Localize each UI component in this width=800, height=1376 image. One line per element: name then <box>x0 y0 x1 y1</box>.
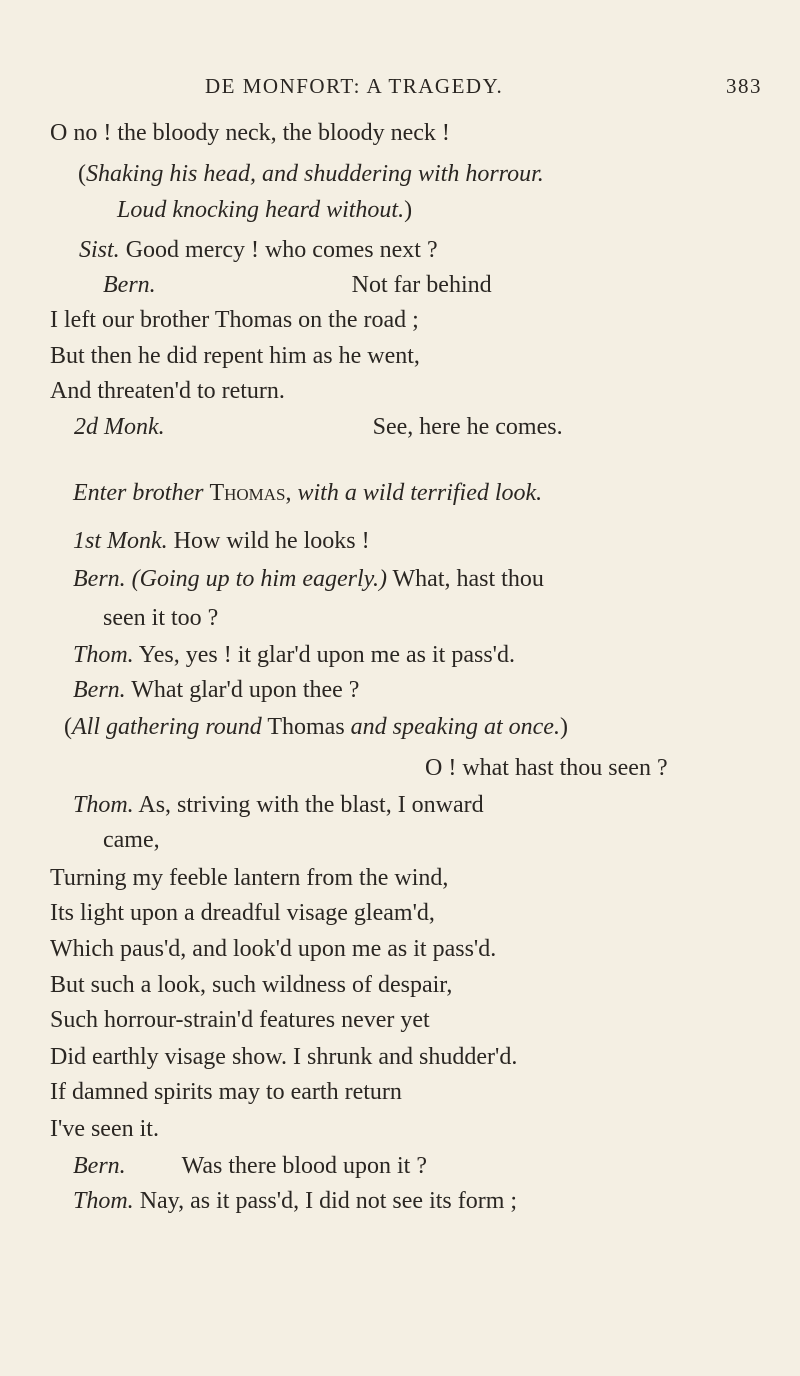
text-line <box>50 970 452 1000</box>
running-header <box>0 74 800 104</box>
text-run: But then he did repent him as he went, <box>50 343 420 369</box>
small-caps-name: Thomas <box>209 480 286 506</box>
text-line <box>73 1186 517 1216</box>
text-run: Such horrour-strain'd features never yet <box>50 1007 430 1033</box>
text-line <box>50 376 285 406</box>
text-line <box>50 118 450 148</box>
text-run: Was there blood upon it ? <box>181 1153 427 1179</box>
italic-text: with a wild terrified look. <box>297 480 543 506</box>
text-line <box>50 1005 430 1035</box>
text-line <box>64 712 568 742</box>
text-run: Which paus'd, and look'd upon me as it pass'd. <box>50 936 497 962</box>
text-line <box>74 412 563 442</box>
text-line <box>50 863 448 893</box>
italic-text: Loud knocking heard without. <box>117 197 405 223</box>
text-run: ) <box>559 714 568 740</box>
italic-text: Thom. <box>73 792 134 818</box>
text-run: If damned spirits may to earth return <box>50 1079 402 1105</box>
italic-text: Enter brother <box>73 480 210 506</box>
text-run: ( <box>78 161 86 187</box>
text-line <box>73 1151 427 1181</box>
italic-text: Bern. <box>73 1153 126 1179</box>
text-line <box>73 675 359 705</box>
text-line <box>73 790 484 820</box>
text-line <box>103 825 160 855</box>
text-line <box>50 898 435 928</box>
text-line <box>73 478 542 508</box>
text-line <box>117 195 412 225</box>
text-run: Nay, as it pass'd, I did not see its form ; <box>133 1188 518 1214</box>
text-line <box>425 753 668 783</box>
italic-text: Thom. <box>73 1188 134 1214</box>
italic-text: All gathering round <box>72 714 262 740</box>
running-title: DE MONFORT: A TRAGEDY. <box>205 74 504 98</box>
text-line <box>73 526 370 556</box>
italic-text: Bern. (Going up to him eagerly.) <box>73 566 387 592</box>
text-run: came, <box>103 827 160 853</box>
italic-text: Bern. <box>103 272 156 298</box>
italic-text: Bern. <box>73 677 126 703</box>
text-run: I've seen it. <box>50 1116 159 1142</box>
text-run: Turning my feeble lantern from the wind, <box>50 865 449 891</box>
text-run: ( <box>64 714 72 740</box>
text-run: Good mercy ! who comes next ? <box>119 237 438 263</box>
text-run: ) <box>404 197 413 223</box>
text-line <box>50 1077 402 1107</box>
text-run: , <box>285 480 298 506</box>
text-run: How wild he looks ! <box>167 528 370 554</box>
text-line <box>103 603 218 633</box>
text-run: O ! what hast thou seen ? <box>425 755 668 781</box>
text-run: I left our brother Thomas on the road ; <box>50 307 419 333</box>
text-line <box>50 1114 159 1144</box>
text-run: Thomas <box>261 714 351 740</box>
italic-text: Shaking his head, and shuddering with horrour. <box>86 161 544 187</box>
text-run: What, hast thou <box>386 566 544 592</box>
page-number: 383 <box>726 74 762 98</box>
text-run: And threaten'd to return. <box>50 378 285 404</box>
text-line <box>50 341 420 371</box>
text-line <box>50 1042 517 1072</box>
text-run: Yes, yes ! it glar'd upon me as it pass'd. <box>133 642 515 668</box>
text-run: As, striving with the blast, I onward <box>133 792 484 818</box>
text-run: seen it too ? <box>103 605 219 631</box>
italic-text: Thom. <box>73 642 134 668</box>
text-run: What glar'd upon thee ? <box>125 677 360 703</box>
text-line <box>79 235 438 265</box>
italic-text: 1st Monk. <box>73 528 168 554</box>
text-line <box>78 159 544 189</box>
text-run: Its light upon a dreadful visage gleam'd, <box>50 900 435 926</box>
italic-text: Sist. <box>79 237 120 263</box>
text-run: O no ! the bloody neck, the bloody neck ! <box>50 120 450 146</box>
text-run: See, here he comes. <box>372 414 563 440</box>
text-line <box>50 305 419 335</box>
italic-text: 2d Monk. <box>74 414 165 440</box>
text-line <box>50 934 496 964</box>
italic-text: and speaking at once. <box>350 714 560 740</box>
text-run: Not far behind <box>351 272 492 298</box>
text-line <box>73 640 515 670</box>
text-run: Did earthly visage show. I shrunk and shudder'd. <box>50 1044 518 1070</box>
text-line <box>73 564 544 594</box>
text-run: But such a look, such wildness of despair, <box>50 972 453 998</box>
text-line <box>103 270 492 300</box>
